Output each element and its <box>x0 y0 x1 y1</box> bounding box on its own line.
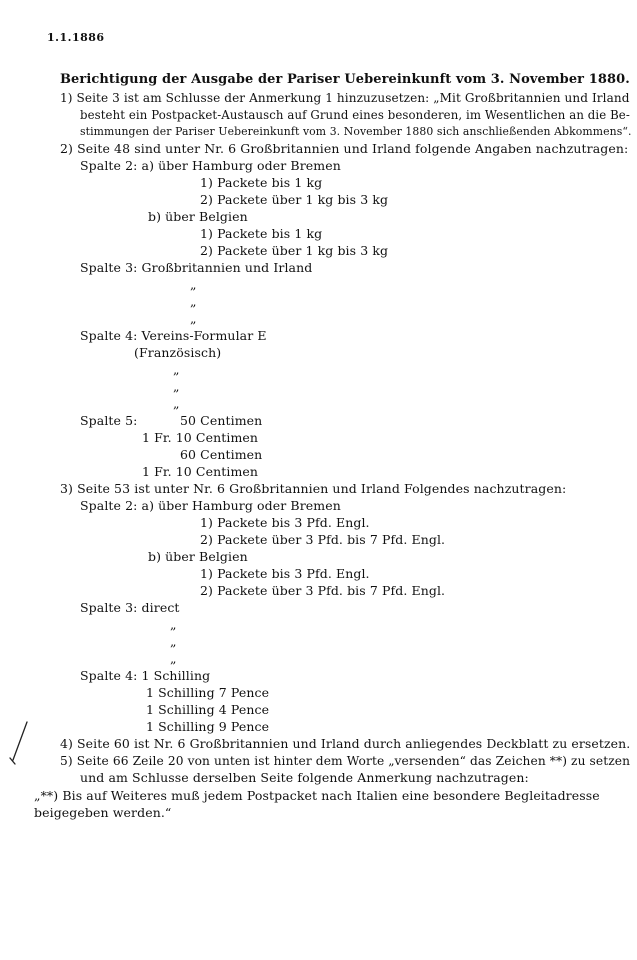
item-3-row: 1) Packete bis 3 Pfd. Engl. <box>200 566 370 581</box>
item-2-row: 60 Centimen <box>180 447 263 462</box>
ditto-mark: „ <box>190 277 197 292</box>
item-3-row: 1) Packete bis 3 Pfd. Engl. <box>200 515 370 530</box>
item-2-row: 1 Fr. 10 Centimen <box>142 430 259 445</box>
item-3-row: 1 Schilling 9 Pence <box>146 719 270 734</box>
ditto-mark: „ <box>173 379 180 394</box>
item-2-row: b) über Belgien <box>148 209 248 224</box>
item-2-spalte-4: Spalte 4: Vereins-Formular E <box>80 328 267 343</box>
item-2-row: 1) Packete bis 1 kg <box>200 226 323 241</box>
item-2-row: 2) Packete über 1 kg bis 3 kg <box>200 192 389 207</box>
ditto-mark: „ <box>173 362 180 377</box>
item-5-line-1: 5) Seite 66 Zeile 20 von unten ist hinter dem Worte „versenden“ das Zeichen **) zu setzen <box>60 754 631 768</box>
item-2-row: 1) Packete bis 1 kg <box>200 175 323 190</box>
item-3-row: 2) Packete über 3 Pfd. bis 7 Pfd. Engl. <box>200 583 446 598</box>
item-5-line-2: und am Schlusse derselben Seite folgende Anmerkung nachzutragen: <box>80 770 529 785</box>
item-2-spalte-3: Spalte 3: Großbritannien und Irland <box>80 260 313 275</box>
footnote-line-2: beigegeben werden.“ <box>34 805 172 820</box>
ditto-mark: „ <box>170 634 177 649</box>
item-3-heading: 3) Seite 53 ist unter Nr. 6 Großbritannien und Irland Folgendes nachzutragen: <box>60 481 567 496</box>
ditto-mark: „ <box>190 311 197 326</box>
item-2-row: 50 Centimen <box>180 413 263 428</box>
item-3-row: 2) Packete über 3 Pfd. bis 7 Pfd. Engl. <box>200 532 446 547</box>
item-1-line-3: stimmungen der Pariser Uebereinkunft vom 3. November 1880 sich anschließenden Abkommens“. <box>80 125 632 138</box>
item-3-spalte-2: Spalte 2: a) über Hamburg oder Bremen <box>80 498 341 513</box>
footnote-line-1: „**) Bis auf Weiteres muß jedem Postpacket nach Italien eine besondere Begleitadresse <box>34 788 600 803</box>
ditto-mark: „ <box>190 294 197 309</box>
item-1-line-1: 1) Seite 3 ist am Schlusse der Anmerkung 1 hinzuzusetzen: „Mit Großbritannien und Irland <box>60 91 630 105</box>
item-2-spalte-5: Spalte 5: <box>80 413 138 428</box>
item-2-heading: 2) Seite 48 sind unter Nr. 6 Großbritannien und Irland folgende Angaben nachzutragen: <box>60 141 629 156</box>
item-3-row: 1 Schilling 7 Pence <box>146 685 270 700</box>
document-reference: 1.1.1886 <box>47 31 105 44</box>
ditto-mark: „ <box>170 617 177 632</box>
item-3-spalte-4: Spalte 4: 1 Schilling <box>80 668 211 683</box>
item-2-row: (Französisch) <box>134 345 222 360</box>
item-2-row: 1 Fr. 10 Centimen <box>142 464 259 479</box>
margin-pencil-mark <box>8 720 30 766</box>
item-1-line-2: besteht ein Postpacket-Austausch auf Grund eines besonderen, im Wesentlichen an die Be- <box>80 108 630 122</box>
ditto-mark: „ <box>173 396 180 411</box>
item-3-row: 1 Schilling 4 Pence <box>146 702 270 717</box>
item-2-row: 2) Packete über 1 kg bis 3 kg <box>200 243 389 258</box>
item-3-row: b) über Belgien <box>148 549 248 564</box>
item-2-spalte-2: Spalte 2: a) über Hamburg oder Bremen <box>80 158 341 173</box>
ditto-mark: „ <box>170 651 177 666</box>
item-3-spalte-3: Spalte 3: direct <box>80 600 180 615</box>
document-title: Berichtigung der Ausgabe der Pariser Uebereinkunft vom 3. November 1880. <box>60 72 630 87</box>
item-4-line: 4) Seite 60 ist Nr. 6 Großbritannien und Irland durch anliegendes Deckblatt zu ersetzen. <box>60 736 631 751</box>
